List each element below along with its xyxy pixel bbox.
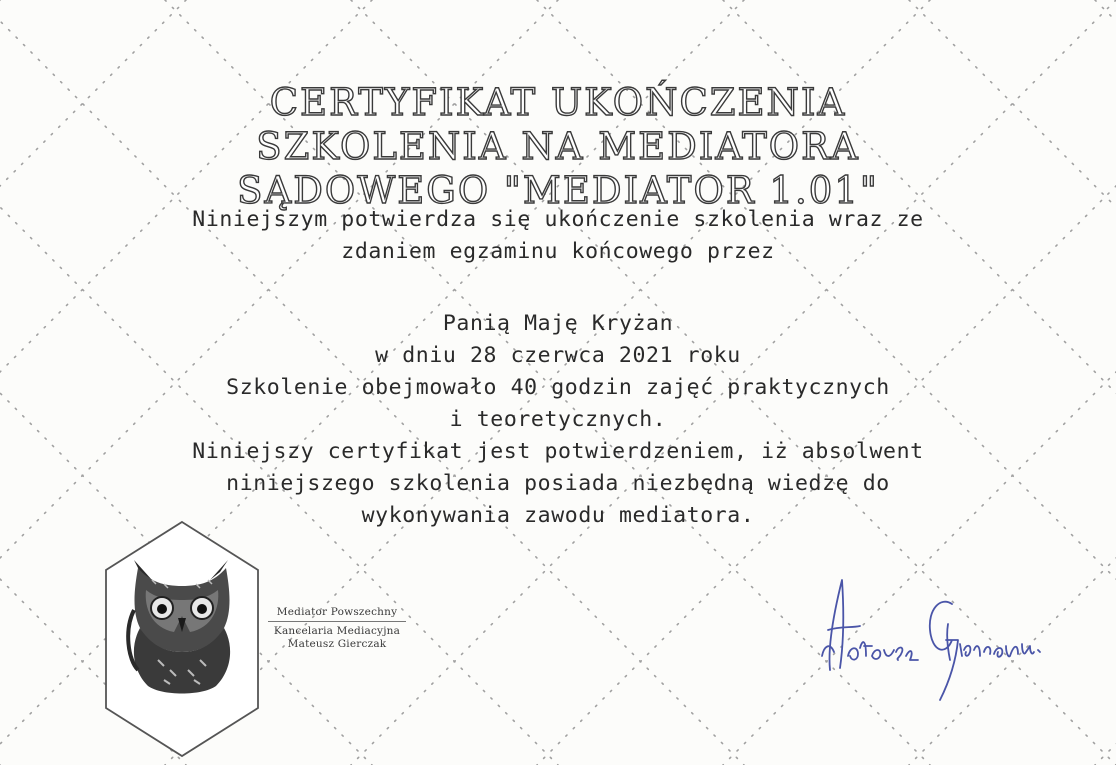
- stamp-divider: [268, 621, 406, 622]
- stamp-line-2: Kancelaria Mediacyjna: [273, 625, 401, 637]
- certificate-details: [0, 308, 1116, 532]
- intro-line-1: Niniejszym potwierdza się ukończenie szkolenia wraz ze: [192, 207, 924, 232]
- owl-icon: [104, 520, 260, 758]
- completion-date: w dniu 28 czerwca 2021 roku: [375, 343, 741, 368]
- stamp-text: [262, 606, 412, 651]
- signature-icon: [800, 560, 1060, 710]
- statement-line-3: wykonywania zawodu mediatora.: [361, 503, 755, 528]
- statement-line-2: niniejszego szkolenia posiada niezbędną wiedzę do: [226, 471, 890, 496]
- stamp-line-3: Mateusz Gierczak: [287, 638, 387, 650]
- training-line-2: i teoretycznych.: [449, 407, 667, 432]
- recipient-name: Panią Maję Kryżan: [442, 311, 674, 336]
- title-line-3: SĄDOWEGO "MEDIATOR 1.01": [237, 168, 879, 212]
- certificate-title: [0, 81, 1116, 213]
- intro-text: [0, 204, 1116, 268]
- title-line-2: SZKOLENIA NA MEDIATORA: [256, 124, 860, 168]
- title-line-1: CERTYFIKAT UKOŃCZENIA: [269, 80, 847, 124]
- intro-line-2: zdaniem egzaminu końcowego przez: [341, 239, 775, 264]
- stamp-line-1: Mediator Powszechny: [276, 606, 398, 618]
- statement-line-1: Niniejszy certyfikat jest potwierdzeniem, iż absolwent: [192, 439, 924, 464]
- training-line-1: Szkolenie obejmowało 40 godzin zajęć praktycznych: [226, 375, 890, 400]
